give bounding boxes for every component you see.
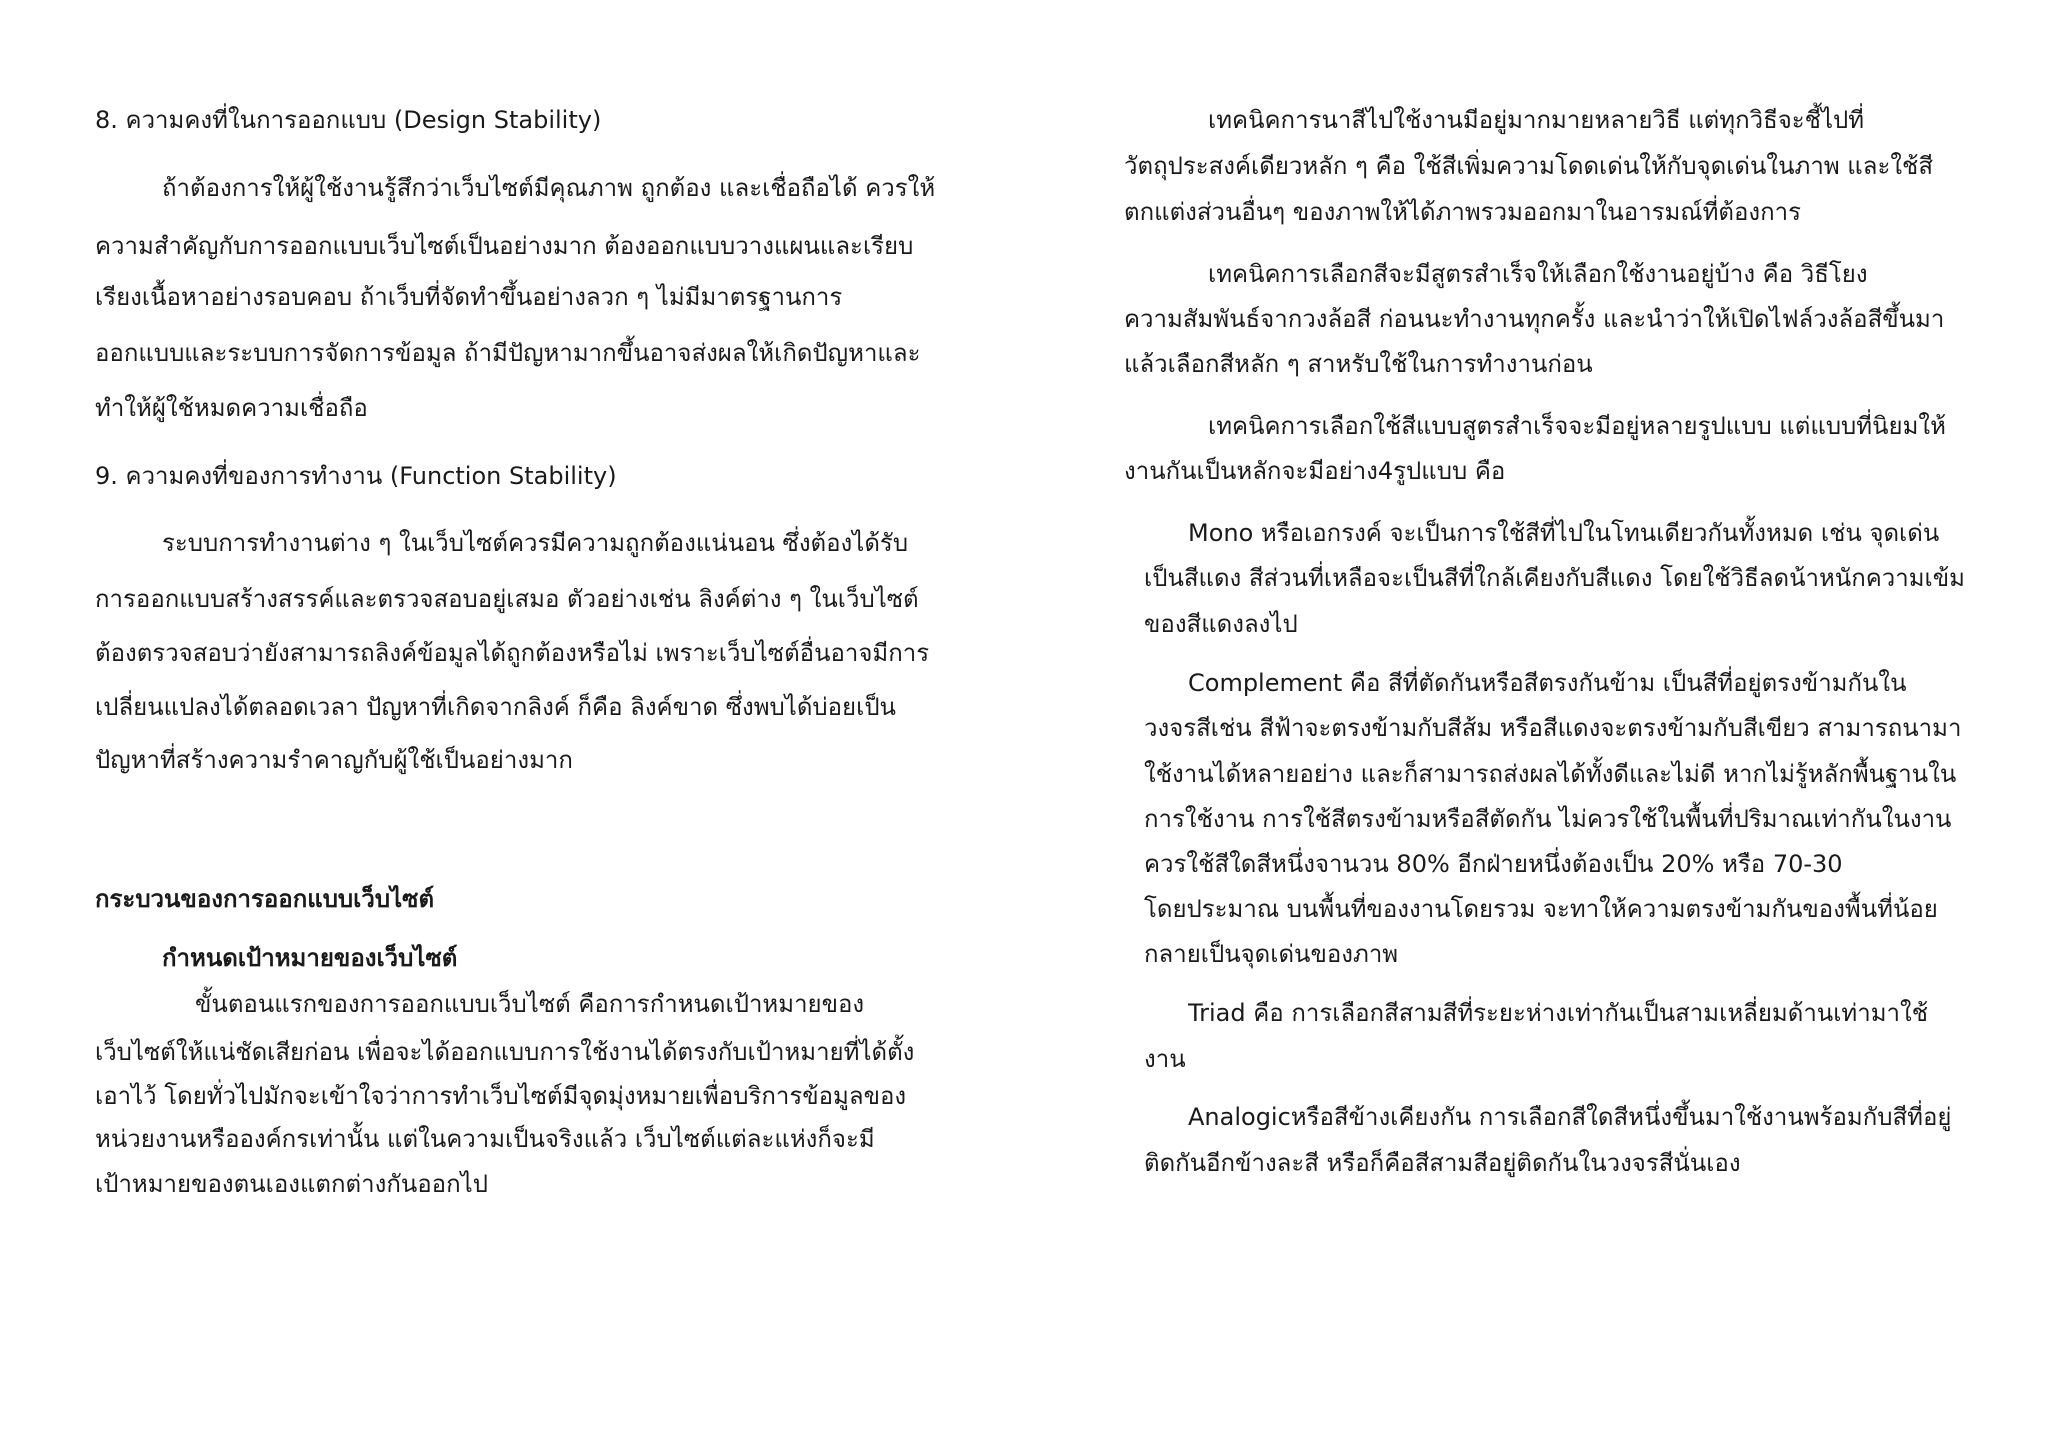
section-8-heading: 8. ความคงที่ในการออกแบบ (Design Stability)	[95, 106, 602, 134]
text-line: เทคนิคการนาสีไปใช้งานมีอยู่มากมายหลายวิธี แต่ทุกวิธีจะชี้ไปที่	[1208, 106, 1865, 134]
text-line: วงจรสีเช่น สีฟ้าจะตรงข้ามกับสีส้ม หรือสีแดงจะตรงข้ามกับสีเขียว สามารถนามา	[1144, 714, 1962, 742]
text-line: เป้าหมายของตนเองแตกต่างกันออกไป	[95, 1170, 488, 1198]
goal-heading: กำหนดเป้าหมายของเว็บไซต์	[162, 944, 458, 972]
text-line: หน่วยงานหรือองค์กรเท่านั้น แต่ในความเป็นจริงแล้ว เว็บไซต์แต่ละแห่งก็จะมี	[95, 1125, 875, 1153]
text-line: Mono หรือเอกรงค์ จะเป็นการใช้สีที่ไปในโทนเดียวกันทั้งหมด เช่น จุดเด่น	[1188, 519, 1940, 547]
text-line: งานกันเป็นหลักจะมีอย่าง4รูปแบบ คือ	[1124, 457, 1506, 485]
text-line: ความสัมพันธ์จากวงล้อสี ก่อนนะทำงานทุกครั้ง และนำว่าให้เปิดไฟล์วงล้อสีขึ้นมา	[1124, 305, 1945, 333]
text-line: เปลี่ยนแปลงได้ตลอดเวลา ปัญหาที่เกิดจากลิงค์ ก็คือ ลิงค์ขาด ซึ่งพบได้บ่อยเป็น	[95, 693, 896, 721]
text-line: Triad คือ การเลือกสีสามสีที่ระยะห่างเท่ากันเป็นสามเหลี่ยมด้านเท่ามาใช้	[1188, 999, 1929, 1027]
text-line: ตกแต่งส่วนอื่นๆ ของภาพให้ได้ภาพรวมออกมาในอารมณ์ที่ต้องการ	[1124, 198, 1802, 226]
text-line: ระบบการทำงานต่าง ๆ ในเว็บไซต์ควรมีความถูกต้องแน่นอน ซึ่งต้องได้รับ	[162, 529, 909, 557]
process-heading: กระบวนของการออกแบบเว็บไซต์	[95, 885, 435, 913]
text-line: ต้องตรวจสอบว่ายังสามารถลิงค์ข้อมูลได้ถูกต้องหรือไม่ เพราะเว็บไซต์อื่นอาจมีการ	[95, 639, 930, 667]
text-line: ควรใช้สีใดสีหนึ่งจานวน 80% อีกฝ่ายหนึ่งต้องเป็น 20% หรือ 70-30	[1144, 850, 1843, 878]
text-line: ขั้นตอนแรกของการออกแบบเว็บไซต์ คือการกำหนดเป้าหมายของ	[195, 990, 865, 1018]
text-line: ติดกันอีกข้างละสี หรือก็คือสีสามสีอยู่ติดกันในวงจรสีนั่นเอง	[1144, 1149, 1741, 1177]
text-line: เอาไว้ โดยทั่วไปมักจะเข้าใจว่าการทำเว็บไซต์มีจุดมุ่งหมายเพื่อบริการข้อมูลของ	[95, 1082, 907, 1110]
text-line: ปัญหาที่สร้างความรำคาญกับผู้ใช้เป็นอย่างมาก	[95, 746, 573, 774]
text-line: เทคนิคการเลือกสีจะมีสูตรสำเร็จให้เลือกใช้งานอยู่บ้าง คือ วิธีโยง	[1208, 260, 1868, 288]
text-line: แล้วเลือกสีหลัก ๆ สาหรับใช้ในการทำงานก่อน	[1124, 350, 1593, 378]
text-line: ใช้งานได้หลายอย่าง และก็สามารถส่งผลได้ทั้งดีและไม่ดี หากไม่รู้หลักพื้นฐานใน	[1144, 760, 1957, 788]
text-line: โดยประมาณ บนพื้นที่ของงานโดยรวม จะทาให้ความตรงข้ามกันของพื้นที่น้อย	[1144, 895, 1938, 923]
text-line: กลายเป็นจุดเด่นของภาพ	[1144, 940, 1399, 968]
text-line: ทำให้ผู้ใช้หมดความเชื่อถือ	[95, 394, 368, 422]
text-line: ความสำคัญกับการออกแบบเว็บไซต์เป็นอย่างมาก ต้องออกแบบวางแผนและเรียบ	[95, 232, 914, 260]
text-line: วัตถุประสงค์เดียวหลัก ๆ คือ ใช้สีเพิ่มความโดดเด่นให้กับจุดเด่นในภาพ และใช้สี	[1124, 152, 1933, 180]
text-line: Analogicหรือสีข้างเคียงกัน การเลือกสีใดสีหนึ่งขึ้นมาใช้งานพร้อมกับสีที่อยู่	[1188, 1103, 1952, 1131]
text-line: ของสีแดงลงไป	[1144, 610, 1298, 638]
text-line: การใช้งาน การใช้สีตรงข้ามหรือสีตัดกัน ไม่ควรใช้ในพื้นที่ปริมาณเท่ากันในงาน	[1144, 805, 1952, 833]
section-9-heading: 9. ความคงที่ของการทำงาน (Function Stability)	[95, 462, 617, 490]
text-line: เว็บไซต์ให้แน่ชัดเสียก่อน เพื่อจะได้ออกแบบการใช้งานได้ตรงกับเป้าหมายที่ได้ตั้ง	[95, 1038, 915, 1066]
text-line: ถ้าต้องการให้ผู้ใช้งานรู้สึกว่าเว็บไซต์มีคุณภาพ ถูกต้อง และเชื่อถือได้ ควรให้	[162, 174, 936, 202]
text-line: Complement คือ สีที่ตัดกันหรือสีตรงกันข้าม เป็นสีที่อยู่ตรงข้ามกันใน	[1188, 669, 1907, 697]
text-line: ออกแบบและระบบการจัดการข้อมูล ถ้ามีปัญหามากขึ้นอาจส่งผลให้เกิดปัญหาและ	[95, 339, 921, 367]
text-line: งาน	[1144, 1045, 1186, 1073]
text-line: เรียงเนื้อหาอย่างรอบคอบ ถ้าเว็บที่จัดทำขึ้นอย่างลวก ๆ ไม่มีมาตรฐานการ	[95, 283, 843, 311]
text-line: เทคนิคการเลือกใช้สีแบบสูตรสำเร็จจะมีอยู่หลายรูปแบบ แต่แบบที่นิยมให้	[1208, 412, 1946, 440]
text-line: เป็นสีแดง สีส่วนที่เหลือจะเป็นสีที่ใกล้เคียงกับสีแดง โดยใช้วิธีลดน้าหนักความเข้ม	[1144, 564, 1965, 592]
text-line: การออกแบบสร้างสรรค์และตรวจสอบอยู่เสมอ ตัวอย่างเช่น ลิงค์ต่าง ๆ ในเว็บไซต์	[95, 585, 919, 613]
